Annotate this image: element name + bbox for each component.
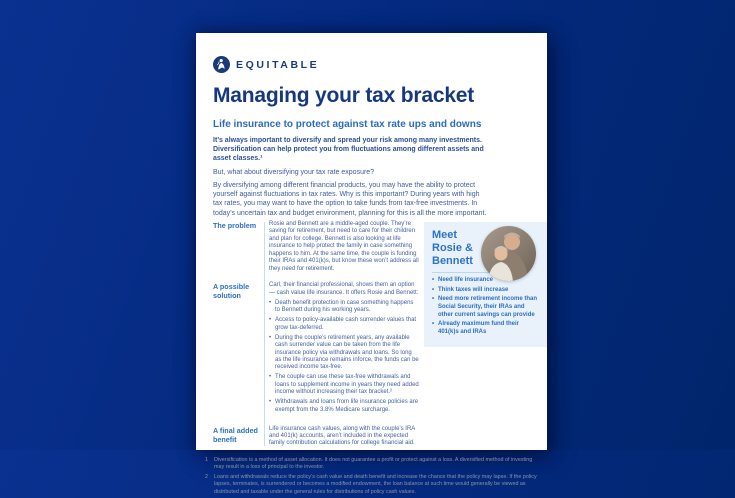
panel-heading: Meet Rosie & Bennett — [432, 229, 473, 267]
solution-bullet: • Withdrawals and loans from life insurance policies are exempt from the 3.8% Medicare surcharge. — [269, 399, 419, 414]
section-label: The problem — [213, 221, 257, 230]
brand-header — [213, 56, 319, 73]
section-label: A final added benefit — [213, 425, 258, 444]
panel-bullet: • Need life insurance — [432, 277, 540, 285]
section-body: Rosie and Bennett are a middle-aged couple. They’re saving for retirement, but need to care for their children and plan for college. Bennett is also looking at life insurance to help protect the family in case something happens to him. At the same time, the couple is funding their IRAs and 401(k)s, but know these won’t address all they need for retirement. — [269, 221, 419, 272]
page-title: Managing your tax bracket — [213, 84, 475, 107]
equitable-logo-icon — [213, 56, 230, 73]
footnote-1 — [205, 457, 540, 472]
intro-paragraph-3: By diversifying among different financial products, you may have the ability to protect yourself against fluctuations in tax rates. Why is this important? During years with high tax rates, you may want to have the option to take funds from tax-free investments. In today’s uncertain tax and budget environment, planning for this is all the more important. — [213, 181, 487, 217]
meet-couple-panel — [424, 222, 547, 347]
solution-lead: Carl, their financial professional, shows them an option — cash value life insurance. It offers Rosie and Bennett: — [269, 282, 419, 296]
couple-photo — [481, 226, 536, 281]
brand-logotype: EQUITABLE — [236, 58, 320, 71]
solution-bullet: • The couple can use these tax-free withdrawals and loans to supplement income in years they need added income without increasing their tax bracket.² — [269, 374, 419, 396]
sections — [213, 221, 419, 448]
intro-paragraph-2: But, what about diversifying your tax rate exposure? — [213, 168, 375, 176]
section-label: A possible solution — [213, 282, 250, 301]
solution-bullet: • During the couple’s retirement years, any available cash surrender value can be taken from the life insurance policy via withdrawals and loans. So long as the life insurance remains inforce, the funds can be received income tax-free. — [269, 335, 419, 372]
section-the-problem — [213, 221, 419, 273]
panel-bullet: • Already maximum fund their 401(k)s and IRAs — [432, 321, 540, 336]
section-body — [264, 282, 419, 417]
footnote-number: 2 — [205, 473, 208, 480]
panel-heading-rule — [432, 272, 490, 273]
footnotes — [205, 457, 540, 496]
panel-bullet-list — [432, 277, 540, 337]
solution-bullet-list — [269, 300, 419, 414]
section-final-benefit — [213, 426, 419, 448]
page-subtitle: Life insurance to protect against tax rate ups and downs — [213, 119, 482, 130]
footnote-text: Loans and withdrawals reduce the policy’s cash value and death benefit and increase the chance that the policy may lapse. If the policy lapses, terminates, is surrendered or becomes a modified endowment, the loan balance at such time would generally be viewed as distributed and taxable under the general rules for distributions of policy cash values. — [214, 473, 537, 495]
footnote-text: Diversification is a method of asset allocation. It does not guarantee a profit or protect against a loss. A diversified method of investing may result in a loss of principal to the investor. — [214, 456, 533, 471]
intro-paragraph-1: It’s always important to diversify and spread your risk among many investments. Diversification can help protect you from fluctuations among different assets and asset classes.¹ — [213, 137, 484, 163]
solution-bullet: • Death benefit protection in case something happens to Bennett during his working years. — [269, 300, 419, 315]
panel-bullet: • Need more retirement income than Social Security, their IRAs and other current savings can provide — [432, 296, 540, 319]
solution-bullet: • Access to policy-available cash surrender values that grow tax-deferred. — [269, 317, 419, 332]
section-body: Life insurance cash values, along with the couple’s IRA and 401(k) accounts, aren’t included in the expected family contribution calculations for college financial aid. — [269, 425, 415, 447]
section-divider-rule — [264, 222, 265, 446]
intro-copy — [213, 136, 487, 222]
footnote-2 — [205, 474, 540, 496]
section-possible-solution — [213, 282, 419, 417]
footnote-number: 1 — [205, 456, 208, 463]
panel-bullet: • Think taxes will increase — [432, 287, 540, 295]
flyer-page — [196, 33, 547, 495]
